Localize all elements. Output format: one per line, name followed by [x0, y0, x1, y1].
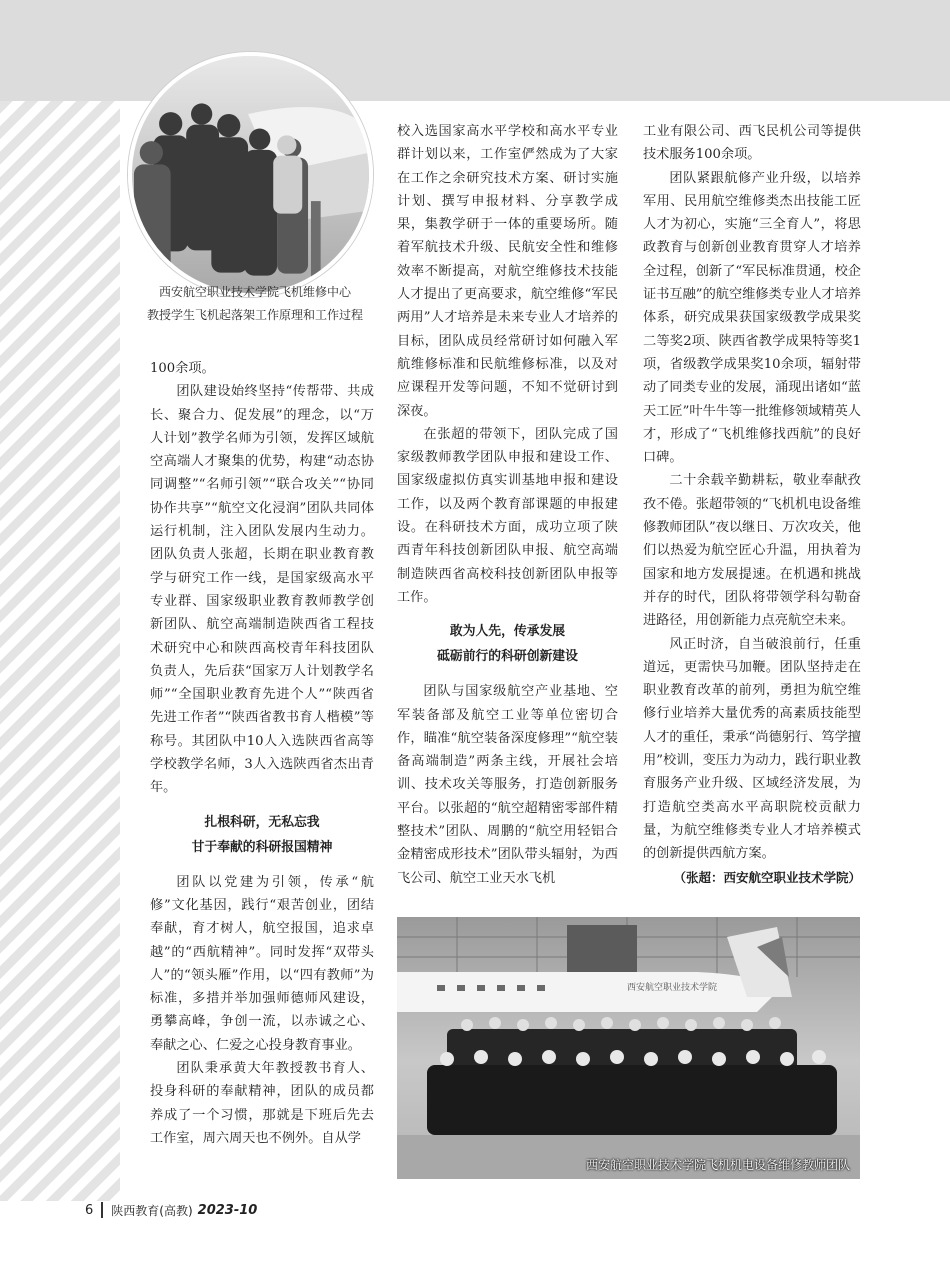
section-heading-innovation-line1: 敢为人先，传承发展: [449, 624, 566, 640]
photo-top-caption-line2: 教授学生飞机起落架工作原理和工作过程: [146, 308, 363, 322]
col2-paragraph-2: 在张超的带领下，团队完成了国家级教师教学团队申报和建设工作、国家级虚拟仿真实训基地申报和建设工作，以及两个教育部课题的申报建设。在科研技术方面，成功立项了陕西青年科技创新团队申报、航空高端制造陕西省高校科技创新团队申报等工作。: [397, 426, 618, 605]
article-column-1: [150, 357, 374, 1150]
col2-paragraph-3: 团队与国家级航空产业基地、空军装备部及航空工业等单位密切合作，瞄准“航空装备深度修理”“航空装备高端制造”两条主线，开展社会培训、技术攻关等服务，打造创新服务平台。以张超的“航空超精密零部件精整技术”团队、周鹏的“航空用轻铝合金精密成形技术”团队带头辐射，为西飞公司、航空工业天水飞机: [397, 684, 618, 886]
header-band: [0, 0, 950, 101]
photo-top-caption-line1: 西安航空职业技术学院飞机维修中心: [158, 285, 351, 299]
photo-aircraft-training: [128, 52, 373, 297]
photo-top-caption: [110, 281, 400, 327]
photo-teacher-team-image: [397, 917, 860, 1179]
col3-paragraph-0: 工业有限公司、西飞民机公司等提供技术服务100余项。: [643, 124, 861, 163]
journal-name: 陕西教育(高教): [111, 1203, 193, 1218]
col3-paragraph-1: 团队紧跟航修产业升级，以培养军用、民用航空维修类杰出技能工匠人才为初心，实施“三全育人”，将思政教育与创新创业教育贯穿人才培养全过程，创新了“军民标准贯通，校企证书互融”的航空维修类专业人才培养体系，研究成果获国家级教学成果奖二等奖2项、陕西省教学成果特等奖1项，省级教学成果奖10余项，辐射带动了同类专业的发展，涌现出诸如“蓝天工匠”叶牛牛等一批维修领域精英人才，形成了“飞机维修找西航”的良好口碑。: [643, 170, 861, 466]
page-footer: [85, 1199, 257, 1221]
decorative-stripes: [0, 101, 120, 1201]
col1-paragraph-0: 100余项。: [150, 361, 215, 376]
photo-aircraft-training-image: [132, 56, 369, 293]
col1-paragraph-2: 团队以党建为引领，传承“航修”文化基因，践行“艰苦创业，团结奉献，育才树人，航空报国，追求卓越”的“西航精神”。同时发挥“双带头人”的“领头雁”作用，以“四有教师”为标准，多措并举加强师德师风建设，勇攀高峰，争创一流，以赤诚之心、奉献之心、仁爱之心投身教育事业。: [150, 874, 374, 1053]
plane-text: 西安航空职业技术学院: [627, 983, 718, 993]
col3-paragraph-3: 风正时济，自当破浪前行，任重道远，更需快马加鞭。团队坚持走在职业教育改革的前列，勇担为航空维修行业培养大量优秀的高素质技能型人才的重任，秉承“尚德躬行、笃学擅用”校训，变压力为动力，践行职业教育服务产业升级、区域经济发展，为打造航空类高水平高职院校贡献力量，为航空维修类专业人才培养模式的创新提供西航方案。: [643, 636, 861, 862]
section-heading-research: [150, 810, 374, 860]
section-heading-innovation-line2: 砥砺前行的科研创新建设: [437, 649, 578, 665]
article-column-3: [643, 120, 861, 889]
photo-teacher-team: [397, 917, 860, 1179]
col2-paragraph-1: 校入选国家高水平学校和高水平专业群计划以来，工作室俨然成为了大家在工作之余研究技术方案、研讨实施计划、撰写申报材料、分享教学成果，集教学研于一体的重要场所。随着军航技术升级、民航安全性和维修效率不断提高，对航空维修技术技能人才提出了更高要求，航空维修“军民两用”人才培养是未来专业人才培养的目标，团队成员经常研讨如何融入军航维修标准和民航维修标准，以及对应课程开发等问题，不知不觉研讨到深夜。: [397, 124, 618, 419]
photo-bottom-caption: 西安航空职业技术学院飞机机电设备维修教师团队: [585, 1158, 850, 1172]
journal-issue: 2023-10: [197, 1202, 258, 1218]
article-column-2: [397, 120, 618, 890]
author-credit: （张超：西安航空职业技术学院）: [673, 869, 861, 885]
section-heading-research-line1: 扎根科研，无私忘我: [204, 814, 320, 830]
footer-divider: [101, 1202, 103, 1218]
section-heading-research-line2: 甘于奉献的科研报国精神: [191, 839, 333, 855]
page-number: 6: [85, 1202, 94, 1218]
section-heading-innovation: [397, 619, 618, 669]
col1-paragraph-3: 团队秉承黄大年教授教书育人、投身科研的奉献精神，团队的成员都养成了一个习惯，那就是下班后先去工作室，周六周天也不例外。自从学: [150, 1061, 374, 1146]
col1-paragraph-1: 团队建设始终坚持“传帮带、共成长、聚合力、促发展”的理念，以“万人计划”教学名师为引领，发挥区域航空高端人才聚集的优势，构建“动态协同调整”“名师引领”“联合攻关”“协同协作共享”“航空文化浸润”团队共同体运行机制，注入团队发展内生动力。团队负责人张超，长期在职业教育教学与研究工作一线，是国家级高水平专业群、国家级职业教育教师教学创新团队、航空高端制造陕西省工程技术研究中心和陕西高校青年科技团队负责人，先后获“国家万人计划教学名师”“全国职业教育先进个人”“陕西省先进工作者”“陕西省教书育人楷模”等称号。其团队中10人入选陕西省高等学校教学名师，3人入选陕西省杰出青年。: [150, 384, 374, 796]
col3-paragraph-2: 二十余载辛勤耕耘，敬业奉献孜孜不倦。张超带领的“飞机机电设备维修教师团队”夜以继日、万次攻关，他们以热爱为航空匠心升温，用执着为国家和地方发展提速。在机遇和挑战并存的时代，团队将带领学科勾勒奋进路径，用创新能力点亮航空未来。: [643, 473, 861, 629]
